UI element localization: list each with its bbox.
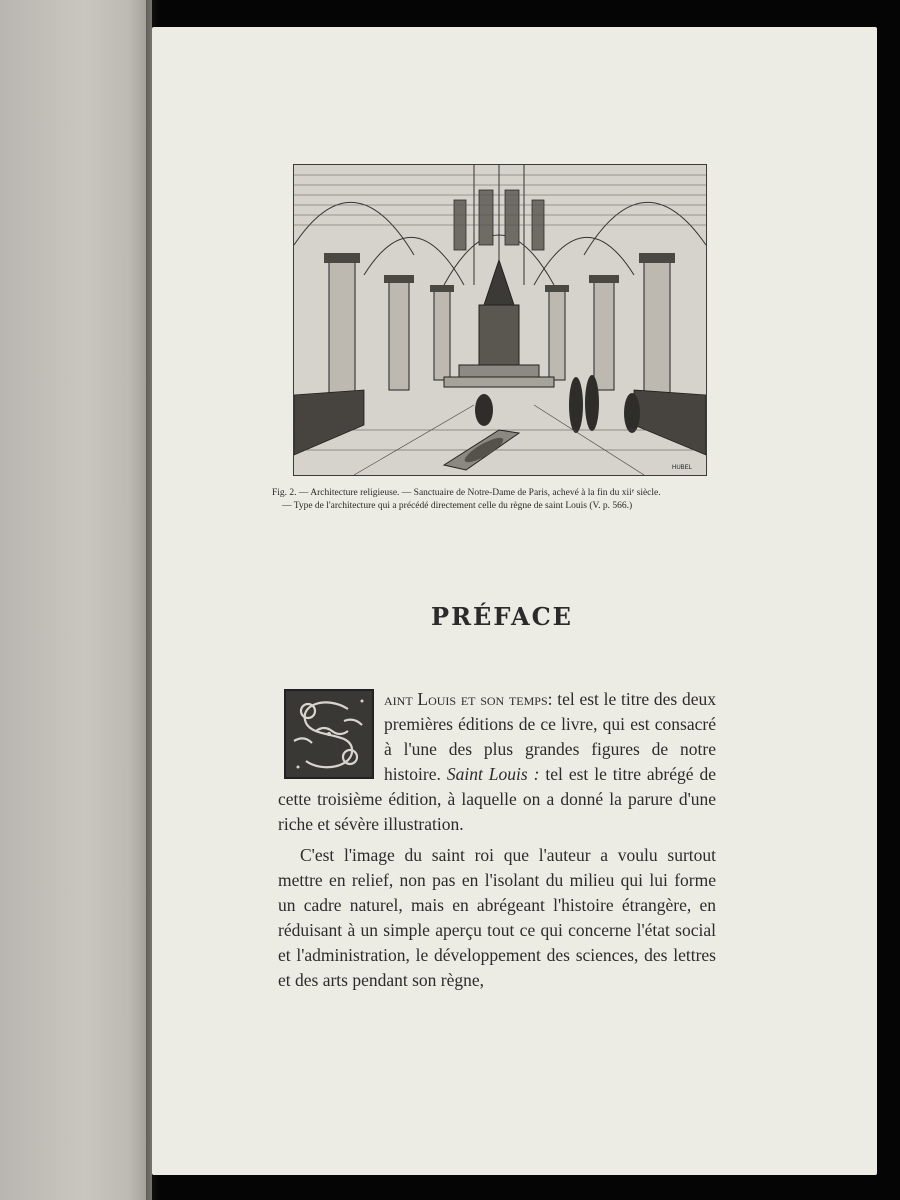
paragraph-1-part-1: : tel est le titre des deux premières éditions de ce livre, qui est consacré à l'une des plus grandes figures de notre histoire. [384,689,716,784]
artist-signature: HUBEL [671,465,692,471]
caption-line-1: Fig. 2. — Architecture religieuse. — Sanctuaire de Notre-Dame de Paris, achevé à la fin du xiiᵉ siècle. [272,488,661,498]
ornamental-initial-graphic [286,691,372,777]
title-italic: Saint Louis : [446,764,540,784]
smallcaps-lead: aint Louis et son temps [384,689,548,709]
page-title: PRÉFACE [431,602,573,631]
paragraph-1-part-2: tel est le titre abrégé de cette troisième édition, à laquelle on a donné la parure d'une riche et sévère illustration. [278,764,717,834]
left-page [0,0,152,1200]
figure-caption [272,487,732,513]
preface-text [278,687,716,993]
book-page [152,27,877,1175]
ornamental-initial [284,689,374,779]
paragraph-2: C'est l'image du saint roi que l'auteur a voulu surtout mettre en relief, non pas en l'isolant du milieu qui lui forme un cadre naturel, mais en abrégeant l'histoire étrangère, en réduisant à un simple aperçu tout ce qui concerne l'état social et l'administration, le développement des sciences, des lettres et des arts pendant son règne, [278,845,716,990]
engraving-illustration [294,165,706,475]
dropcap-letter [286,777,287,778]
caption-line-2: — Type de l'architecture qui a précédé directement celle du règne de saint Louis (V. p. 566.) [282,501,633,511]
cathedral-engraving [293,164,707,476]
